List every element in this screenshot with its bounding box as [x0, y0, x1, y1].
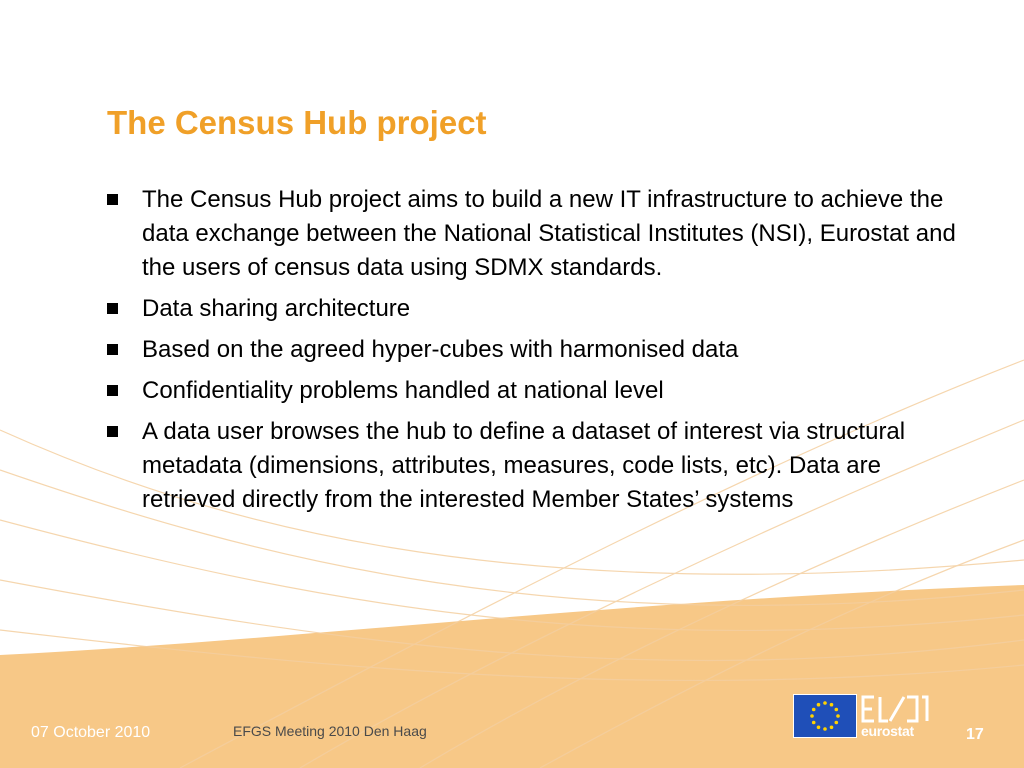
eurostat-wordmark: eurostat — [861, 723, 914, 739]
square-bullet-icon — [107, 385, 118, 396]
footer-date: 07 October 2010 — [31, 724, 151, 741]
eu-flag-icon — [793, 694, 857, 738]
bullet-text: Confidentiality problems handled at national level — [142, 377, 664, 404]
bullet-item — [105, 415, 975, 517]
bullet-item — [105, 183, 975, 285]
page-number: 17 — [966, 726, 984, 743]
bullet-text: A data user browses the hub to define a dataset of interest via structural metadata (dimensions, attributes, measures, code lists, etc). Data are retrieved directly from the interested Member States’ systems — [142, 418, 906, 513]
slide-title: The Census Hub project — [107, 104, 487, 141]
bullet-item — [105, 333, 975, 367]
square-bullet-icon — [107, 303, 118, 314]
eurostat-mark — [860, 694, 930, 724]
bullet-item — [105, 374, 975, 408]
square-bullet-icon — [107, 344, 118, 355]
bullet-text: Based on the agreed hyper-cubes with harmonised data — [142, 336, 739, 363]
bullet-list — [105, 183, 975, 524]
footer-event-name: EFGS Meeting 2010 Den Haag — [233, 723, 427, 739]
bullet-text: The Census Hub project aims to build a new IT infrastructure to achieve the data exchange between the National Statistical Institutes (NSI), Eurostat and the users of census data using SDMX standards. — [142, 186, 956, 281]
square-bullet-icon — [107, 194, 118, 205]
bullet-item — [105, 292, 975, 326]
eu-flag-stars — [794, 695, 856, 737]
eurostat-logo-icon — [860, 694, 930, 742]
square-bullet-icon — [107, 426, 118, 437]
bullet-text: Data sharing architecture — [142, 295, 411, 322]
